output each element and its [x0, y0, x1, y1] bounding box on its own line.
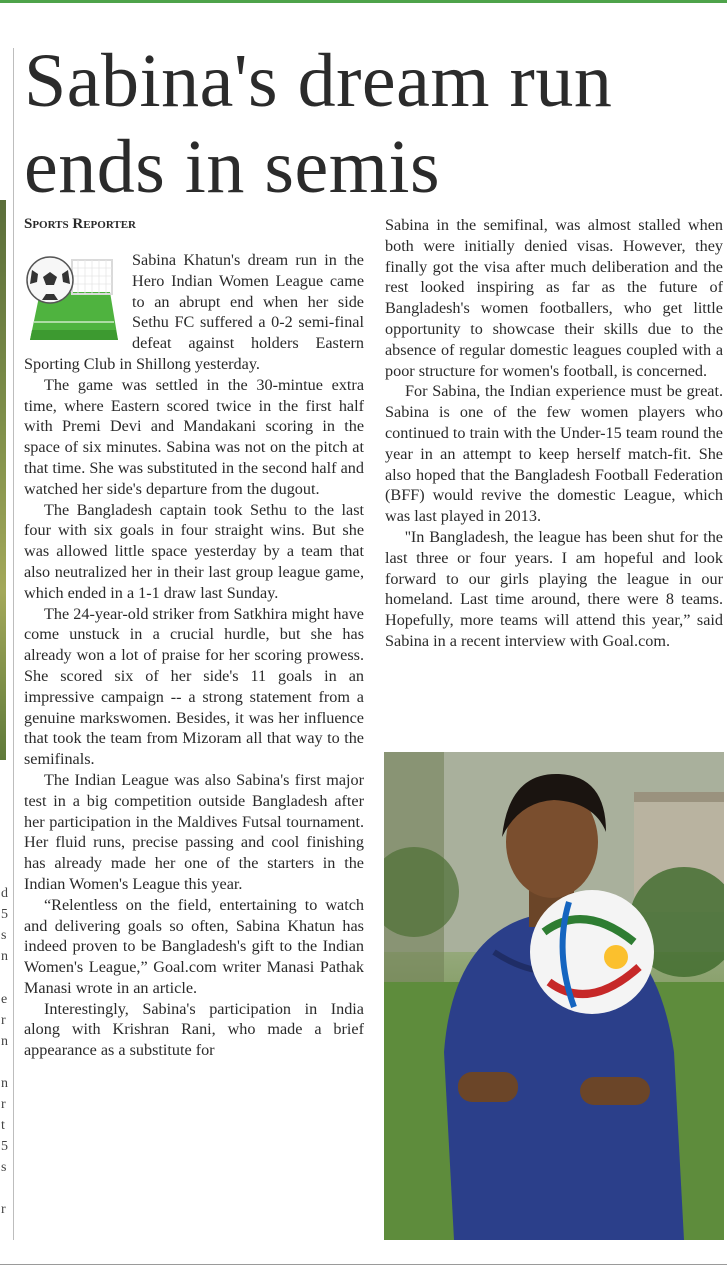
paragraph: The Indian League was also Sabina's first major test in a big competition outside Bangladesh after her participation in the Maldives Futsal tournament. Her fluid runs, precise passing and cool finishing has already made her one of the starters in the Indian Women's League this year. [24, 770, 364, 893]
paragraph: The game was settled in the 30-mintue extra time, where Eastern scored twice in the first half with Premi Devi and Mandakani scoring in the space of six minutes. Sabina was not on the pitch at that time. She was substituted in the second half and watched her side's departure from the dugout. [24, 375, 364, 498]
edge-fragment: e [1, 992, 8, 1007]
football-goal-icon [24, 252, 124, 347]
player-photo-illustration [384, 752, 724, 1240]
edge-fragment: s [1, 928, 7, 943]
edge-fragment: n [1, 1076, 8, 1091]
top-rule [0, 0, 727, 3]
byline: Sports Reporter [24, 216, 136, 232]
article-column-2 [385, 215, 723, 652]
paragraph: “Relentless on the field, entertaining to watch and delivering goals so often, Sabina Khatun has indeed proven to be Bangladesh's gift to the Indian Women's League,” Goal.com writer Manasi Pathak Manasi wrote in an article. [24, 895, 364, 997]
paragraph: Sabina in the semifinal, was almost stalled when both were initially denied visas. However, they finally got the visa after much deliberation and the rest looked inspiring as far as the future of Bangladesh's women footballers, who get little opportunity to showcase their skills due to the absence of regular domestic leagues coupled with a poor structure for women's football, is concerned. [385, 216, 723, 380]
paragraph: Sabina Khatun's dream run in the Hero Indian Women League came to an abrupt end when her side Sethu FC suffered a 0-2 semi-final defeat against holders Eastern Sporting Club in Shillong yesterday. [24, 251, 364, 373]
clipped-photo-strip [0, 200, 6, 760]
bottom-rule [0, 1264, 727, 1265]
edge-fragment: t [1, 1118, 5, 1133]
paragraph: ''In Bangladesh, the league has been shut for the last three or four years. I am hopeful and look forward to our girls playing the league in our homeland. Last time around, there were 8 teams. Hopefully, more teams will attend this year,” said Sabina in a recent interview with Goal.com. [385, 527, 723, 650]
paragraph: The 24-year-old striker from Satkhira might have come unstuck in a crucial hurdle, but she has already won a lot of praise for her scoring prowess. She scored six of her side's 11 goals in an impressive campaign -- a strong statement from a genuine markswomen. Besides, it was her influence that took the team from Mizoram all that way to the semifinals. [24, 604, 364, 769]
edge-fragment: n [1, 949, 8, 964]
edge-fragment: 5 [1, 1139, 8, 1154]
edge-fragment: r [1, 1202, 6, 1217]
player-photo [384, 752, 724, 1240]
headline: Sabina's dream run ends in semis [24, 39, 613, 209]
edge-fragment: d [1, 886, 8, 901]
article-column-1 [24, 250, 364, 1061]
edge-fragment: r [1, 1097, 6, 1112]
edge-fragment: 5 [1, 907, 8, 922]
edge-fragment: n [1, 1034, 8, 1049]
paragraph: For Sabina, the Indian experience must be great. Sabina is one of the few women players who continued to train with the Under-15 team round the year in an attempt to keep herself match-fit. She also hoped that the Bangladesh Football Federation (BFF) would revive the domestic League, which was last played in 2013. [385, 382, 723, 526]
previous-column-edge [0, 0, 12, 1274]
edge-fragment: r [1, 1013, 6, 1028]
paragraph: The Bangladesh captain took Sethu to the last four with six goals in four straight wins. But she was allowed little space yesterday by a team that also neutralized her in their last group league game, which ended in a 1-1 draw last Sunday. [24, 500, 364, 602]
column-rule [13, 48, 14, 1240]
paragraph: Interestingly, Sabina's participation in India along with Krishran Rani, who made a brief appearance as a substitute for [24, 999, 364, 1060]
edge-fragment: s [1, 1160, 7, 1175]
